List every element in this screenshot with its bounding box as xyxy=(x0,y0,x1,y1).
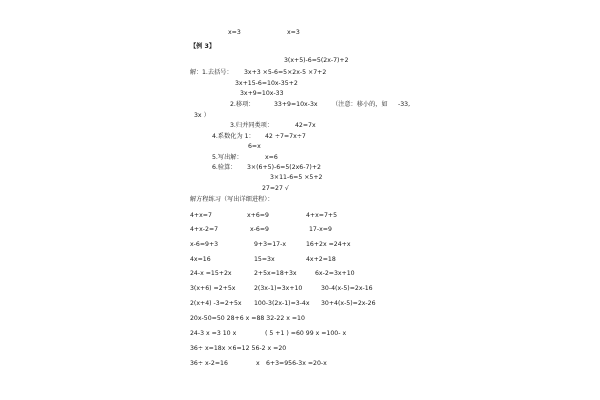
practice-r2-c1: 4+x-2=7 xyxy=(190,226,219,233)
practice-line-11a: 36÷ x-2=16 xyxy=(190,360,228,367)
practice-r3-c3: 16+2x =24+x xyxy=(306,241,351,248)
step6-label: 6.验算： xyxy=(212,164,237,171)
step6-result: 27=27 √ xyxy=(262,185,289,192)
practice-r4-c1: 4x=16 xyxy=(190,256,211,263)
practice-title: 解方程练习（写出详细进程）： xyxy=(190,196,274,203)
practice-line-9b: ( 5 +1 ) =60 99 x =100- x xyxy=(265,330,347,337)
practice-r6-c1: 3(x+6) =2+5x xyxy=(190,285,236,292)
step3-equation: 42=7x xyxy=(295,122,316,129)
practice-r7-c1: 2(x+4) -3=2+5x xyxy=(190,300,242,307)
step4-label: 4.系数化为 1： xyxy=(212,133,255,140)
step2-label: 2.移项： xyxy=(230,101,255,108)
practice-r5-c1: 24-x =15+2x xyxy=(190,270,232,277)
practice-line-11c: 6+3=956-3x =20-x xyxy=(266,360,327,367)
practice-r4-c3: 4x+2=18 xyxy=(306,256,336,263)
step1-equation: 3x+3 ×5-6=5×2x-5 ×7+2 xyxy=(244,69,327,76)
practice-r1-c3: 4+x=7+5 xyxy=(306,212,338,219)
practice-r2-c2: x-6=9 xyxy=(250,226,269,233)
step6-equation-2: 3×11-6=5 ×5+2 xyxy=(270,174,323,181)
practice-r6-c2: 2(3x-1)=3x+10 xyxy=(254,285,303,292)
practice-r5-c2: 2+5x=18+3x xyxy=(254,270,297,277)
step1-equation-3: 3x+9=10x-33 xyxy=(240,90,284,97)
practice-line-10: 36÷ x=18x ×6=12 56-2 x =20 xyxy=(190,345,287,352)
step2-note-value: -33, xyxy=(398,101,411,108)
practice-r1-c2: x+6=9 xyxy=(247,212,269,219)
example-header: 【例 3】 xyxy=(190,43,216,50)
step2-note-continued: 3x ） xyxy=(194,112,210,119)
top-answer-2: x=3 xyxy=(287,29,300,36)
practice-r6-c3: 30-4(x-5)=2x-16 xyxy=(321,285,373,292)
step4-equation: 42 ÷7=7x÷7 xyxy=(265,133,306,140)
step4-result: 6=x xyxy=(248,143,261,150)
practice-line-11b: x xyxy=(256,360,260,367)
step5-equation: x=6 xyxy=(265,154,278,161)
practice-r2-c3: 17-x=9 xyxy=(309,226,332,233)
practice-r7-c2: 100-3(2x-1)=3-4x xyxy=(254,300,310,307)
step2-equation: 33+9=10x-3x xyxy=(274,101,318,108)
step3-label: 3.归并同类项： xyxy=(230,122,274,129)
step5-label: 5.写出解： xyxy=(212,154,243,161)
step2-note: （注意：移小的，如 xyxy=(332,101,388,108)
practice-r5-c3: 6x-2=3x+10 xyxy=(315,270,355,277)
practice-r3-c2: 9+3=17-x xyxy=(254,241,287,248)
practice-r1-c1: 4+x=7 xyxy=(190,212,212,219)
example-equation: 3(x+5)-6=5(2x-7)+2 xyxy=(284,57,349,64)
step1-label: 1.去括号： xyxy=(202,69,233,76)
step1-equation-2: 3x+15-6=10x-35+2 xyxy=(235,80,298,87)
practice-r7-c3: 30+4(x-5)=2x-26 xyxy=(321,300,376,307)
practice-line-9a: 24-3 x =3 10 x xyxy=(190,330,237,337)
top-answer-1: x=3 xyxy=(228,29,241,36)
practice-r4-c2: 15=3x xyxy=(254,256,275,263)
practice-line-8: 20x-50=50 28+6 x =88 32-22 x =10 xyxy=(190,315,305,322)
solution-label: 解： xyxy=(190,69,203,76)
step6-equation: 3×(6+5)-6=5(2x6-7)+2 xyxy=(247,164,321,171)
practice-r3-c1: x-6=9+3 xyxy=(190,241,219,248)
